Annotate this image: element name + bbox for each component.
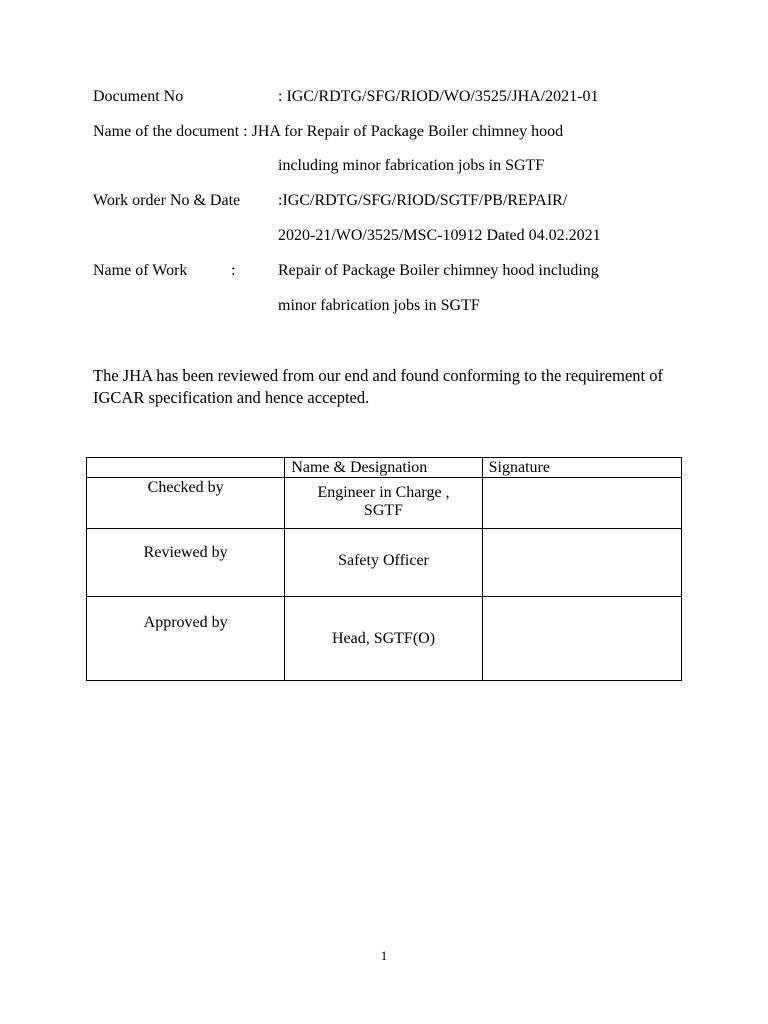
work-order-value-line1: :IGC/RDTG/SFG/RIOD/SGTF/PB/REPAIR/ [278,192,568,209]
document-name-label: Name of the document : JHA for Repair of Package Boiler chimney hood [93,123,564,140]
signature-cell [482,529,681,597]
acceptance-statement: The JHA has been reviewed from our end and found conforming to the requirement of IGCAR specification and hence accepted. [93,366,663,407]
role-cell [87,529,285,597]
signature-cell [482,478,681,529]
table-row [87,597,682,681]
work-order-value-line2: 2020-21/WO/3525/MSC-10912 Dated 04.02.2021 [278,227,601,244]
name-safety-officer: Safety Officer [338,552,429,569]
header-name-designation-text: Name & Designation [291,459,428,476]
name-engineer-in-charge: Engineer in Charge , [317,484,450,501]
role-checked-by: Checked by [147,479,224,496]
role-cell [87,597,285,681]
work-name-value-line1: Repair of Package Boiler chimney hood including [278,262,599,279]
header-signature-text: Signature [488,459,550,476]
work-name-label: Name of Work [93,262,188,279]
work-order-label: Work order No & Date [93,192,241,209]
page-number: 1 [380,948,388,963]
role-reviewed-by: Reviewed by [143,544,228,561]
work-name-value-line2: minor fabrication jobs in SGTF [278,297,480,314]
table-row [87,478,682,529]
role-cell [87,478,285,529]
name-cell [285,597,482,681]
table-row [87,529,682,597]
document-no-label: Document No [93,88,184,105]
name-engineer-in-charge-line2: SGTF [363,502,404,519]
work-name-colon: : [231,262,236,279]
name-cell [285,478,482,529]
approval-table [86,457,682,681]
document-no-value: : IGC/RDTG/SFG/RIOD/WO/3525/JHA/2021-01 [278,88,599,105]
header-name-designation [285,458,482,478]
header-empty-cell [87,458,285,478]
document-name-continuation: including minor fabrication jobs in SGTF [278,157,545,174]
role-approved-by: Approved by [143,614,228,631]
table-header-row [87,458,682,478]
name-cell [285,529,482,597]
signature-cell [482,597,681,681]
name-head-sgtf: Head, SGTF(O) [331,630,436,647]
header-signature [482,458,681,478]
